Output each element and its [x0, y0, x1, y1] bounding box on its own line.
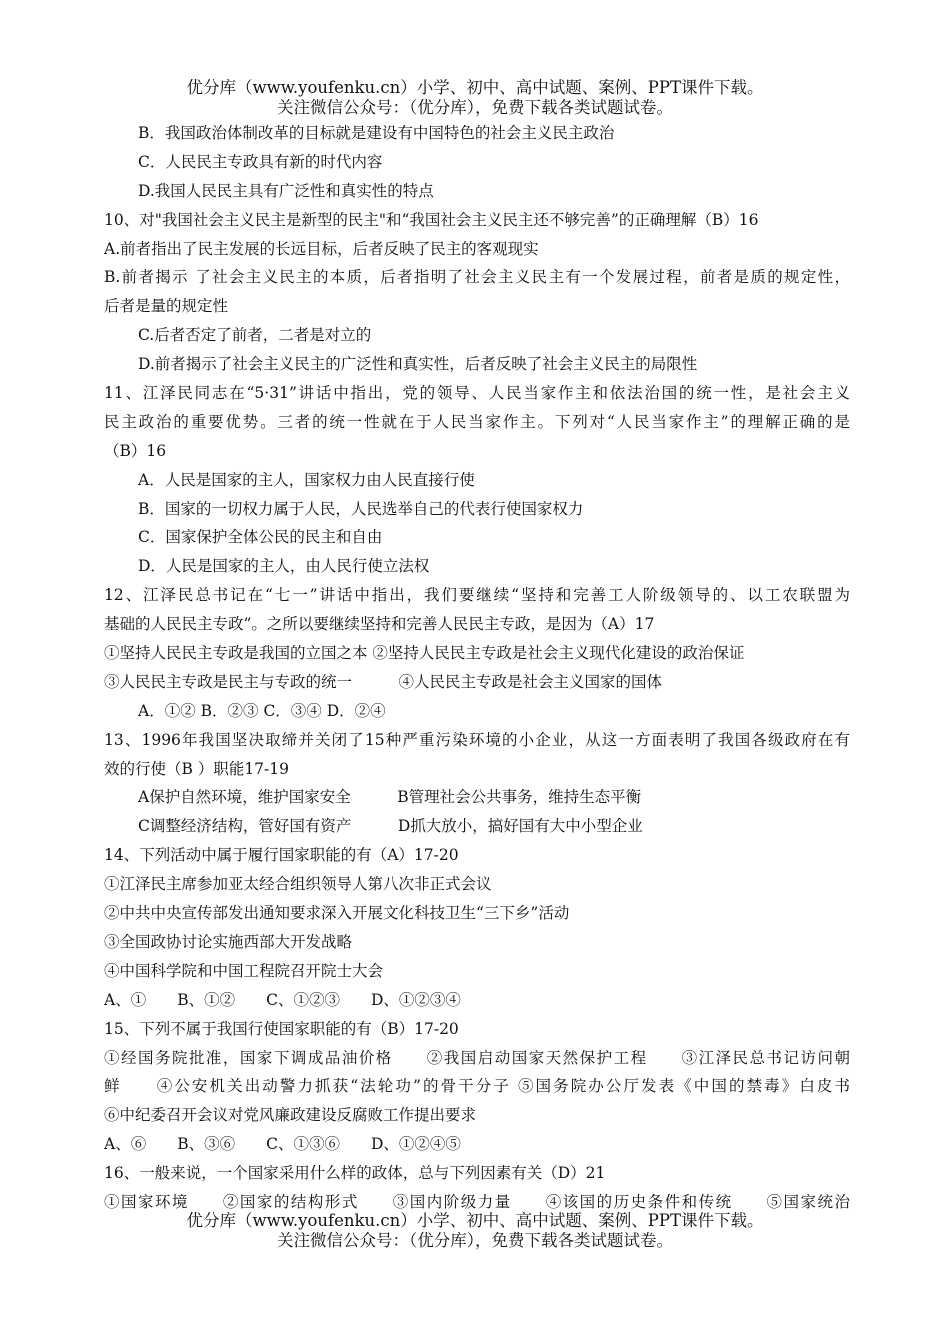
text-line: ③全国政协讨论实施西部大开发战略 — [104, 932, 353, 951]
question-16: 16、一般来说，一个国家采用什么样的政体，总与下列因素有关（D）21 — [104, 1164, 606, 1183]
question-13: 13、1996年我国坚决取缔并关闭了15种严重污染环境的小企业，从这一方面表明了我国各级政府在有 — [104, 730, 850, 749]
page-header — [0, 78, 950, 118]
text-line: ①江泽民主席参加亚太经合组织领导人第八次非正式会议 — [104, 875, 492, 894]
text-line: ②中共中央宣传部发出通知要求深入开展文化科技卫生“三下乡”活动 — [104, 904, 570, 923]
question-10: 10、对"我国社会主义民主是新型的民主"和“我国社会主义民主还不够完善”的正确理解（B）16 — [104, 210, 759, 229]
text-line: C．人民民主专政具有新的时代内容 — [138, 152, 383, 171]
text-line: A、① B、①② C、①②③ D、①②③④ — [104, 990, 461, 1009]
text-line: B.前者揭示 了社会主义民主的本质，后者指明了社会主义民主有一个发展过程，前者是质的规定性， — [104, 268, 850, 287]
text-line: 效的行使（B ）职能17-19 — [104, 759, 290, 778]
text-line: ①国家环境 ②国家的结构形式 ③国内阶级力量 ④该国的历史条件和传统 ⑤国家统治 — [104, 1192, 850, 1211]
text-line: ①经国务院批准，国家下调成品油价格 ②我国启动国家天然保护工程 ③江泽民总书记访问朝 — [104, 1048, 850, 1067]
header-line-1: 优分库（www.youfenku.cn）小学、初中、高中试题、案例、PPT课件下载。 — [186, 78, 764, 97]
text-line: ⑥中纪委召开会议对党风廉政建设反腐败工作提出要求 — [104, 1106, 477, 1125]
text-line: D.我国人民民主具有广泛性和真实性的特点 — [138, 181, 434, 200]
question-14: 14、下列活动中属于履行国家职能的有（A）17-20 — [104, 846, 459, 865]
text-line: A保护自然环境，维护国家安全 B管理社会公共事务，维持生态平衡 — [138, 788, 642, 807]
text-line: C．国家保护全体公民的民主和自由 — [138, 528, 383, 547]
text-line: C调整经济结构，管好国有资产 D抓大放小，搞好国有大中小型企业 — [138, 817, 643, 836]
question-11: 11、江泽民同志在“5·31”讲话中指出，党的领导、人民当家作主和依法治国的统一性，是社会主义 — [104, 384, 850, 403]
text-line: A.前者指出了民主发展的长远目标，后者反映了民主的客观现实 — [104, 239, 539, 258]
text-line: D.前者揭示了社会主义民主的广泛性和真实性，后者反映了社会主义民主的局限性 — [138, 355, 698, 374]
text-line: 基础的人民民主专政”。之所以要继续坚持和完善人民民主专政，是因为（A）17 — [104, 615, 655, 634]
text-line: A、⑥ B、③⑥ C、①③⑥ D、①②④⑤ — [104, 1135, 461, 1154]
text-line: C.后者否定了前者，二者是对立的 — [138, 326, 372, 345]
text-line: A．人民是国家的主人，国家权力由人民直接行使 — [138, 470, 475, 489]
question-15: 15、下列不属于我国行使国家职能的有（B）17-20 — [104, 1019, 459, 1038]
text-line: A．①② B．②③ C．③④ D．②④ — [138, 701, 386, 720]
text-line: 鲜 ④公安机关出动警力抓获“法轮功”的骨干分子 ⑤国务院办公厅发表《中国的禁毒》白皮书 — [104, 1077, 850, 1096]
footer-line-2: 关注微信公众号：（优分库），免费下载各类试题试卷。 — [277, 1231, 673, 1250]
document-body — [104, 119, 850, 1217]
text-line: B．国家的一切权力属于人民，人民选举自己的代表行使国家权力 — [138, 499, 584, 518]
text-line: ③人民民主专政是民主与专政的统一 ④人民民主专政是社会主义国家的国体 — [104, 672, 663, 691]
text-line: 民主政治的重要优势。三者的统一性就在于人民当家作主。下列对“人民当家作主”的理解正确的是 — [104, 412, 850, 431]
text-line: ①坚持人民民主专政是我国的立国之本 ②坚持人民民主专政是社会主义现代化建设的政治保证 — [104, 644, 745, 663]
text-line: B．我国政治体制改革的目标就是建设有中国特色的社会主义民主政治 — [138, 124, 615, 142]
footer-line-1: 优分库（www.youfenku.cn）小学、初中、高中试题、案例、PPT课件下载。 — [186, 1211, 764, 1230]
text-line: 后者是量的规定性 — [104, 297, 229, 316]
text-line: D．人民是国家的主人，由人民行使立法权 — [138, 557, 430, 576]
text-line: ④中国科学院和中国工程院召开院士大会 — [104, 961, 384, 980]
question-12: 12、江泽民总书记在“七一”讲话中指出，我们要继续“坚持和完善工人阶级领导的、以工农联盟为 — [104, 586, 850, 605]
header-line-2: 关注微信公众号：（优分库），免费下载各类试题试卷。 — [277, 98, 673, 117]
page-footer — [0, 1211, 950, 1251]
text-line: （B）16 — [104, 441, 167, 460]
